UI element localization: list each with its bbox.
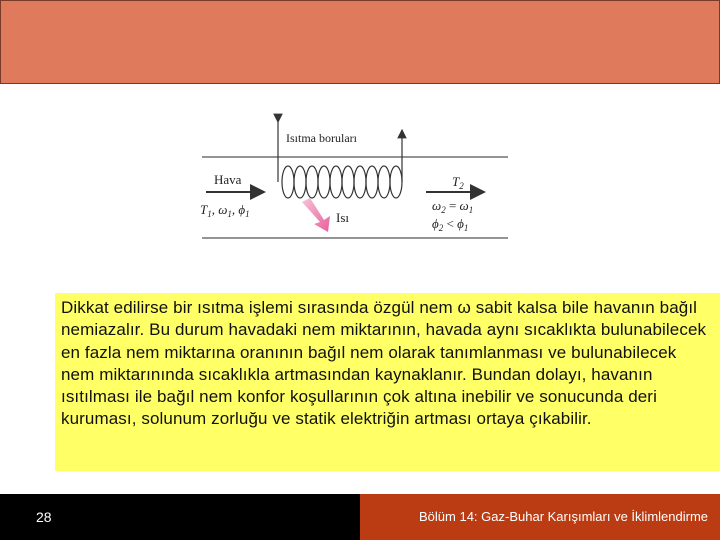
explanation-text-box [55,293,720,471]
footer-chapter-panel [360,494,720,540]
footer-bar [0,494,720,540]
heating-process-diagram [190,112,520,247]
heating-pipes-label: Isıtma boruları [286,131,357,145]
inlet-state-label: $T_1$, $\omega_1$, $\phi_1$ [200,202,250,219]
title-banner [0,0,720,84]
air-label: Hava [214,172,242,187]
page-number: 28 [36,509,52,525]
chapter-title: Bölüm 14: Gaz-Buhar Karışımları ve İklimlendirme [419,509,708,524]
heating-coil [282,166,402,198]
outlet-temperature-label: $T_2$ [452,174,464,191]
outlet-omega-relation: $\omega_2 = \omega_1$ [432,198,474,215]
heat-label: Isı [336,210,349,225]
explanation-text: Dikkat edilirse bir ısıtma işlemi sırasında özgül nem ω sabit kalsa bile havanın bağıl nemiazalır. Bu durum havadaki nem miktarının, havada aynı sıcaklıkta bulunabilecek en fazla nem miktarına oranının bağıl nem olarak tanımlanması ve bulunabilecek nem miktarınında sıcaklıkla artmasından kaynaklanır. Bundan dolayı, havanın ısıtılması ile bağıl nem konfor koşullarının çok altına inebilir ve sonucunda deri kuruması, solunum zorluğu ve statik elektriğin artması ortaya çıkabilir. [61,298,707,429]
outlet-phi-relation: $\phi_2 < \phi_1$ [432,216,469,233]
heat-arrow [302,198,330,232]
